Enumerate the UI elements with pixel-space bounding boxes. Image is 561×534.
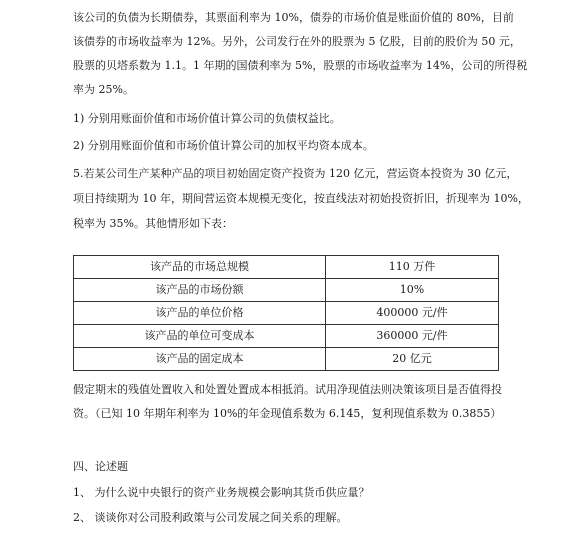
- essay-question-1: 1、 为什么说中央银行的资产业务规模会影响其货币供应量？: [73, 486, 370, 499]
- table-cell-value: 400000 元/件: [326, 302, 499, 325]
- table-cell-value: 360000 元/件: [326, 325, 499, 348]
- paragraph-5-line-3: 税率为 35%。其他情形如下表：: [73, 217, 233, 230]
- table-cell-label: 该产品的市场总规模: [74, 256, 326, 279]
- table-row: [74, 348, 499, 371]
- paragraph-1-line-4: 率为 25%。: [73, 83, 134, 96]
- paragraph-1-line-2: 该债券的市场收益率为 12%。另外，公司发行在外的股票为 5 亿股，目前的股价为 50 元，: [73, 35, 521, 48]
- table-row: [74, 279, 499, 302]
- product-data-table: [73, 255, 499, 371]
- table-cell-label: 该产品的市场份额: [74, 279, 326, 302]
- paragraph-1-line-3: 股票的贝塔系数为 1.1。1 年期的国债利率为 5%，股票的市场收益率为 14%，公司的所得税: [73, 59, 528, 72]
- table-cell-label: 该产品的单位可变成本: [74, 325, 326, 348]
- paragraph-1-line-1: 该公司的负债为长期债券，其票面利率为 10%，债券的市场价值是账面价值的 80%，目前: [73, 11, 514, 24]
- table-row: [74, 325, 499, 348]
- paragraph-6-line-2: 资。（已知 10 年期年利率为 10%的年金现值系数为 6.145，复利现值系数为 0.3855）: [73, 407, 502, 420]
- paragraph-6-line-1: 假定期末的残值处置收入和处置处置成本相抵消。试用净现值法则决策该项目是否值得投: [73, 383, 502, 396]
- table-cell-value: 110 万件: [326, 256, 499, 279]
- question-2: 2) 分别用账面价值和市场价值计算公司的加权平均资本成本。: [73, 139, 374, 152]
- table-row: [74, 302, 499, 325]
- table-cell-label: 该产品的固定成本: [74, 348, 326, 371]
- table-cell-value: 20 亿元: [326, 348, 499, 371]
- table-cell-label: 该产品的单位价格: [74, 302, 326, 325]
- table-row: [74, 256, 499, 279]
- table-cell-value: 10%: [326, 279, 499, 302]
- section-heading: 四、论述题: [73, 460, 128, 473]
- paragraph-5-line-2: 项目持续期为 10 年，期间营运资本规模无变化，按直线法对初始投资折旧，折现率为 10%，: [73, 192, 529, 205]
- paragraph-5-line-1: 5.若某公司生产某种产品的项目初始固定资产投资为 120 亿元，营运资本投资为 30 亿元，: [73, 167, 518, 180]
- essay-question-2: 2、 谈谈你对公司股利政策与公司发展之间关系的理解。: [73, 511, 348, 524]
- question-1: 1) 分别用账面价值和市场价值计算公司的负债权益比。: [73, 112, 341, 125]
